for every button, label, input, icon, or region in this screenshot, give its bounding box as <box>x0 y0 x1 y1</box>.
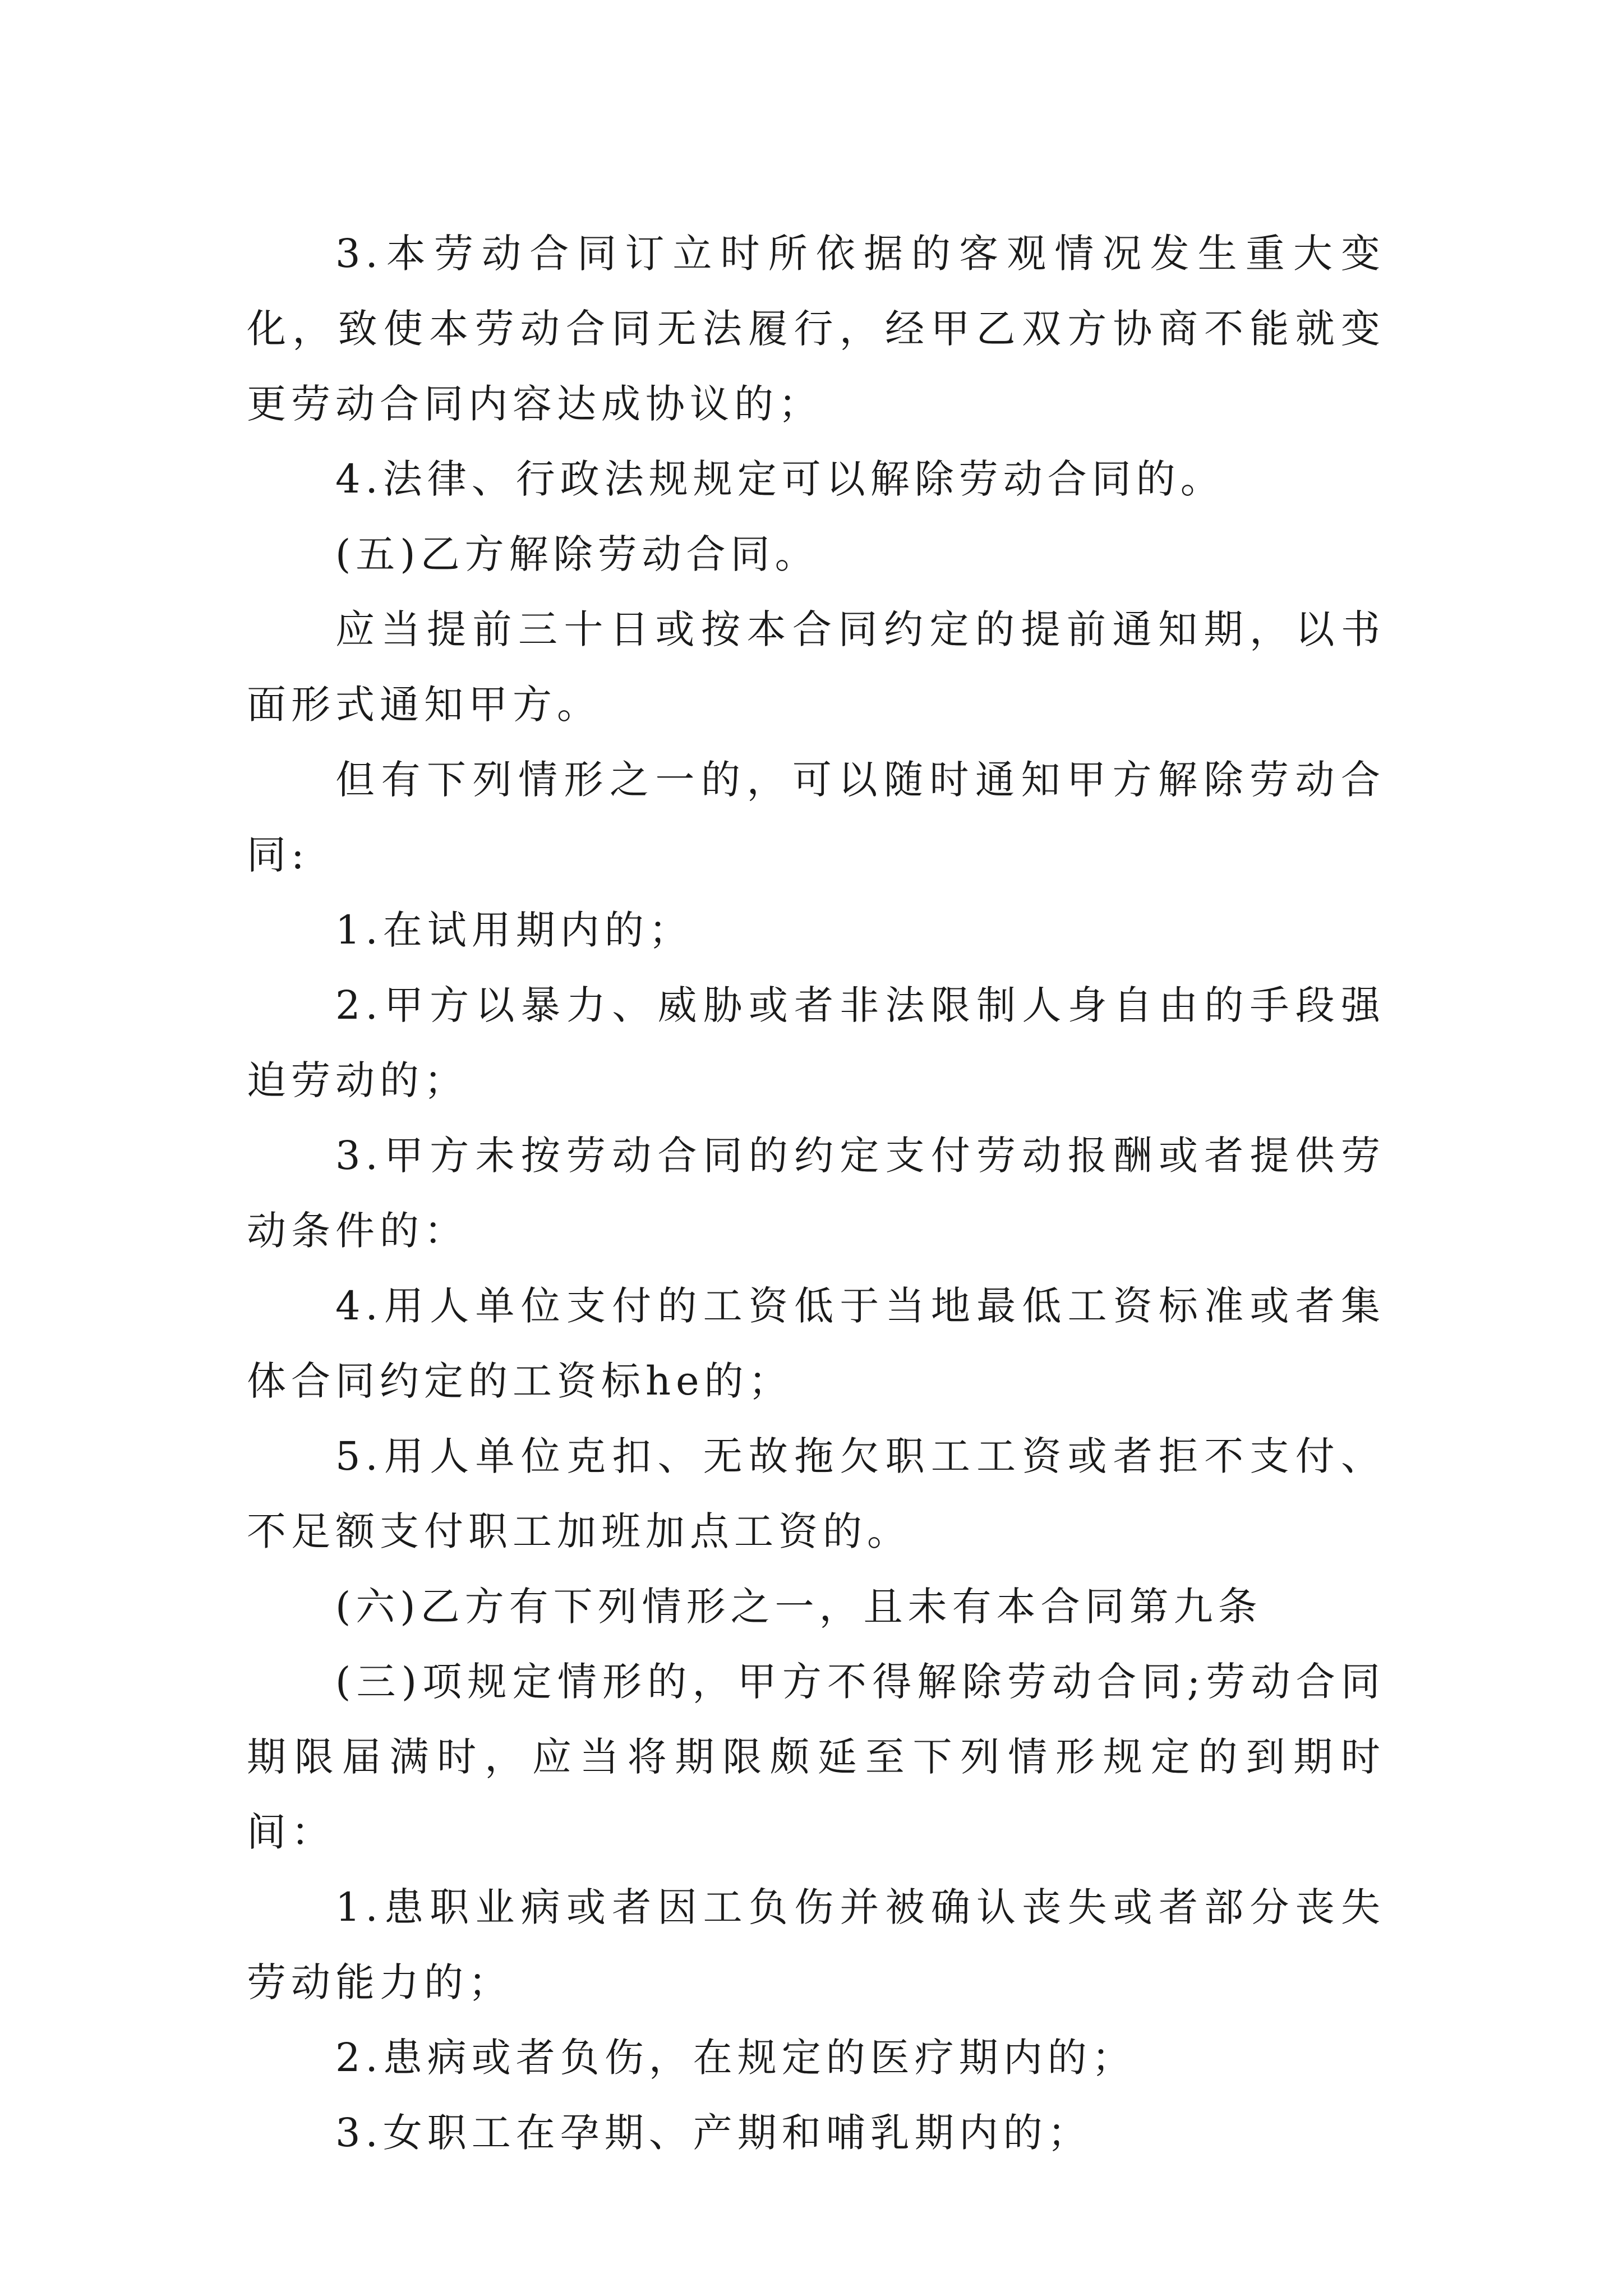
section-heading-6-party-b-conditions: (六)乙方有下列情形之一，且未有本合同第九条 <box>335 1584 1262 1630</box>
paragraph-item-3-pregnancy-period: 3.女职工在孕期、产期和哺乳期内的； <box>335 2110 1092 2156</box>
paragraph-item-1-probation: 1.在试用期内的； <box>335 907 693 953</box>
paragraph-item-3-objective-change: 3.本劳动合同订立时所依据的客观情况发生重大变化，致使本劳动合同无法履行，经甲乙双方协商不能就变更劳动合同内容达成协议的； <box>247 231 1385 427</box>
paragraph-item-4-law-termination: 4.法律、行政法规规定可以解除劳动合同的。 <box>335 456 1225 502</box>
paragraph-item-3-unpaid-remuneration: 3.甲方未按劳动合同的约定支付劳动报酬或者提供劳动条件的： <box>247 1133 1385 1254</box>
paragraph-immediate-termination-intro: 但有下列情形之一的，可以随时通知甲方解除劳动合同: <box>247 757 1385 878</box>
paragraph-item-5-wage-withholding: 5.用人单位克扣、无故拖欠职工工资或者拒不支付、不足额支付职工加班加点工资的。 <box>247 1433 1385 1554</box>
paragraph-item-4-below-minimum-wage: 4.用人单位支付的工资低于当地最低工资标准或者集体合同约定的工资标he的； <box>247 1283 1385 1404</box>
paragraph-item-2-forced-labor: 2.甲方以暴力、威胁或者非法限制人身自由的手段强迫劳动的； <box>247 982 1385 1103</box>
paragraph-item-3-no-termination-extension: (三)项规定情形的，甲方不得解除劳动合同;劳动合同期限届满时，应当将期限颇延至下列情形规定的到期时间： <box>247 1659 1385 1855</box>
section-heading-5-party-b-termination: (五)乙方解除劳动合同。 <box>335 531 819 577</box>
document-body <box>247 216 1385 2170</box>
paragraph-notice-period: 应当提前三十日或按本合同约定的提前通知期，以书面形式通知甲方。 <box>247 606 1385 728</box>
paragraph-item-2-medical-period: 2.患病或者负伤，在规定的医疗期内的； <box>335 2035 1136 2081</box>
paragraph-item-1-occupational-disease: 1.患职业病或者因工负伤并被确认丧失或者部分丧失劳动能力的； <box>247 1884 1385 2005</box>
